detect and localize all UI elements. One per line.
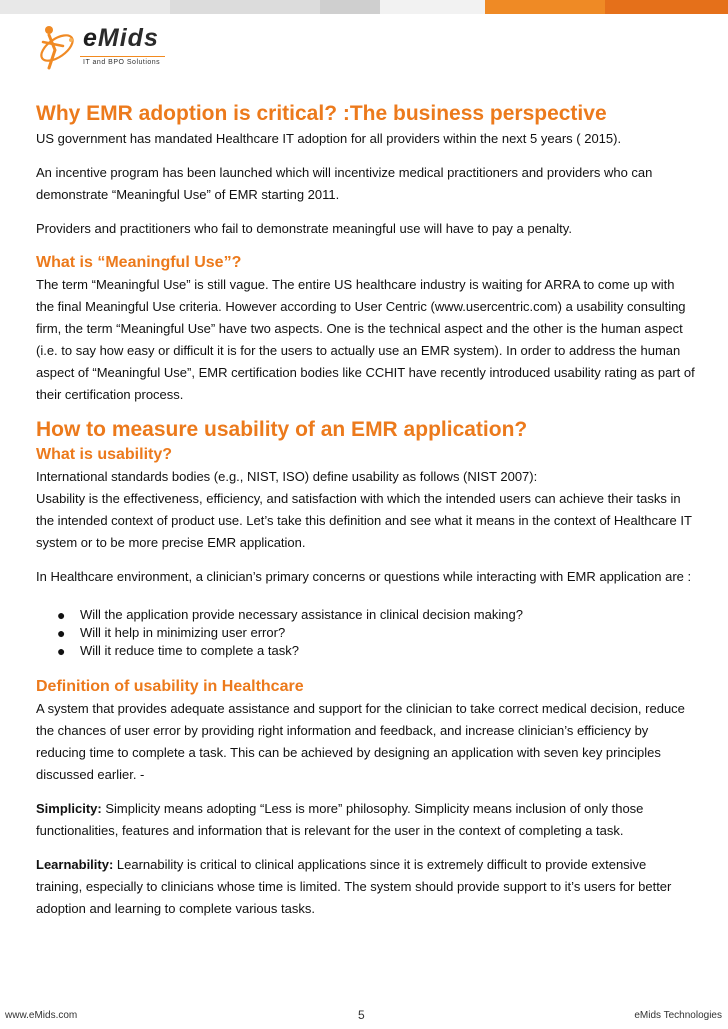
term-learnability: Learnability:: [36, 857, 114, 872]
paragraph: Usability is the effectiveness, efficiency, and satisfaction with which the intended users can achieve their tasks in the intended context of product use. Let’s take this definition and see what it means in the context of Healthcare IT system or to be more precise EMR application.: [36, 491, 692, 550]
page-content: [36, 100, 696, 920]
bar-segment: [170, 0, 320, 14]
paragraph: The term “Meaningful Use” is still vague. The entire US healthcare industry is waiting for ARRA to come up with the final Meaningful Use criteria. However according to User Centric (www.usercentric.com) a usability consulting firm, the term “Meaningful Use” have two aspects. One is the technical aspect and the other is the human aspect (i.e. to say how easy or difficult it is for the users to actually use an EMR system). In order to address the human aspect of “Meaningful Use”, EMR certification bodies like CCHIT have recently introduced usability rating as part of their certification process.: [36, 277, 695, 402]
subheading-what-is-usability: What is usability?: [36, 446, 173, 463]
learnability-text: Learnability is critical to clinical applications since it is extremely difficult to provide extensive training, especially to clinicians whose time is limited. The system should provide support to it’s users for better adoption and learning to complete various tasks.: [36, 857, 672, 916]
footer-company: eMids Technologies: [634, 1010, 722, 1021]
paragraph-simplicity: [36, 798, 696, 842]
heading-definition-usability: Definition of usability in Healthcare: [36, 678, 304, 695]
bar-segment: [605, 0, 728, 14]
logo-tagline: IT and BPO Solutions: [83, 59, 161, 66]
logo-underline: [80, 56, 165, 57]
paragraph: An incentive program has been launched which will incentivize medical practitioners and providers who can demonstrate “Meaningful Use” of EMR starting 2011.: [36, 165, 653, 202]
list-item-text: Will it help in minimizing user error?: [80, 625, 286, 640]
emids-logo: [35, 20, 175, 80]
bar-segment: [0, 0, 170, 14]
list-item-text: Will it reduce time to complete a task?: [80, 643, 299, 658]
concerns-list: [36, 606, 696, 660]
simplicity-text: Simplicity means adopting “Less is more” philosophy. Simplicity means inclusion of only those functionalities, features and information that is relevant for the user in the context of completing a task.: [36, 801, 644, 838]
logo-wordmark: [83, 24, 159, 53]
logo-prefix: e: [83, 24, 98, 52]
page-number: 5: [358, 1008, 365, 1022]
heading-measure-usability: How to measure usability of an EMR application?: [36, 418, 528, 441]
list-item: [36, 606, 696, 624]
paragraph-learnability: [36, 854, 696, 920]
term-simplicity: Simplicity:: [36, 801, 102, 816]
paragraph: Providers and practitioners who fail to demonstrate meaningful use will have to pay a penalty.: [36, 221, 572, 236]
header-color-bar: [0, 0, 728, 14]
heading-emr-adoption: Why EMR adoption is critical? :The business perspective: [36, 102, 607, 125]
bar-segment: [380, 0, 485, 14]
bullet-icon: ●: [57, 607, 66, 623]
list-item: [36, 624, 696, 642]
bar-segment: [320, 0, 380, 14]
logo-rest: Mids: [97, 24, 159, 52]
figure-orbit-icon: [35, 20, 83, 76]
paragraph: US government has mandated Healthcare IT adoption for all providers within the next 5 years ( 2015).: [36, 131, 622, 146]
list-item-text: Will the application provide necessary assistance in clinical decision making?: [80, 607, 523, 622]
page-footer: [0, 1006, 728, 1026]
bullet-icon: ●: [57, 625, 66, 641]
bullet-icon: ●: [57, 643, 66, 659]
paragraph: International standards bodies (e.g., NIST, ISO) define usability as follows (NIST 2007):: [36, 469, 538, 484]
footer-website: www.eMids.com: [5, 1010, 78, 1021]
list-item: [36, 642, 696, 660]
bar-segment: [485, 0, 605, 14]
heading-meaningful-use: What is “Meaningful Use”?: [36, 254, 242, 271]
paragraph: A system that provides adequate assistance and support for the clinician to take correct medical decision, reduce the chances of user error by providing right information and feedback, and increase clinician’s efficiency by reducing time to complete a task. This can be achieved by designing an application with seven key principles discussed earlier. -: [36, 701, 685, 782]
paragraph: In Healthcare environment, a clinician’s primary concerns or questions while interacting with EMR application are :: [36, 569, 692, 584]
